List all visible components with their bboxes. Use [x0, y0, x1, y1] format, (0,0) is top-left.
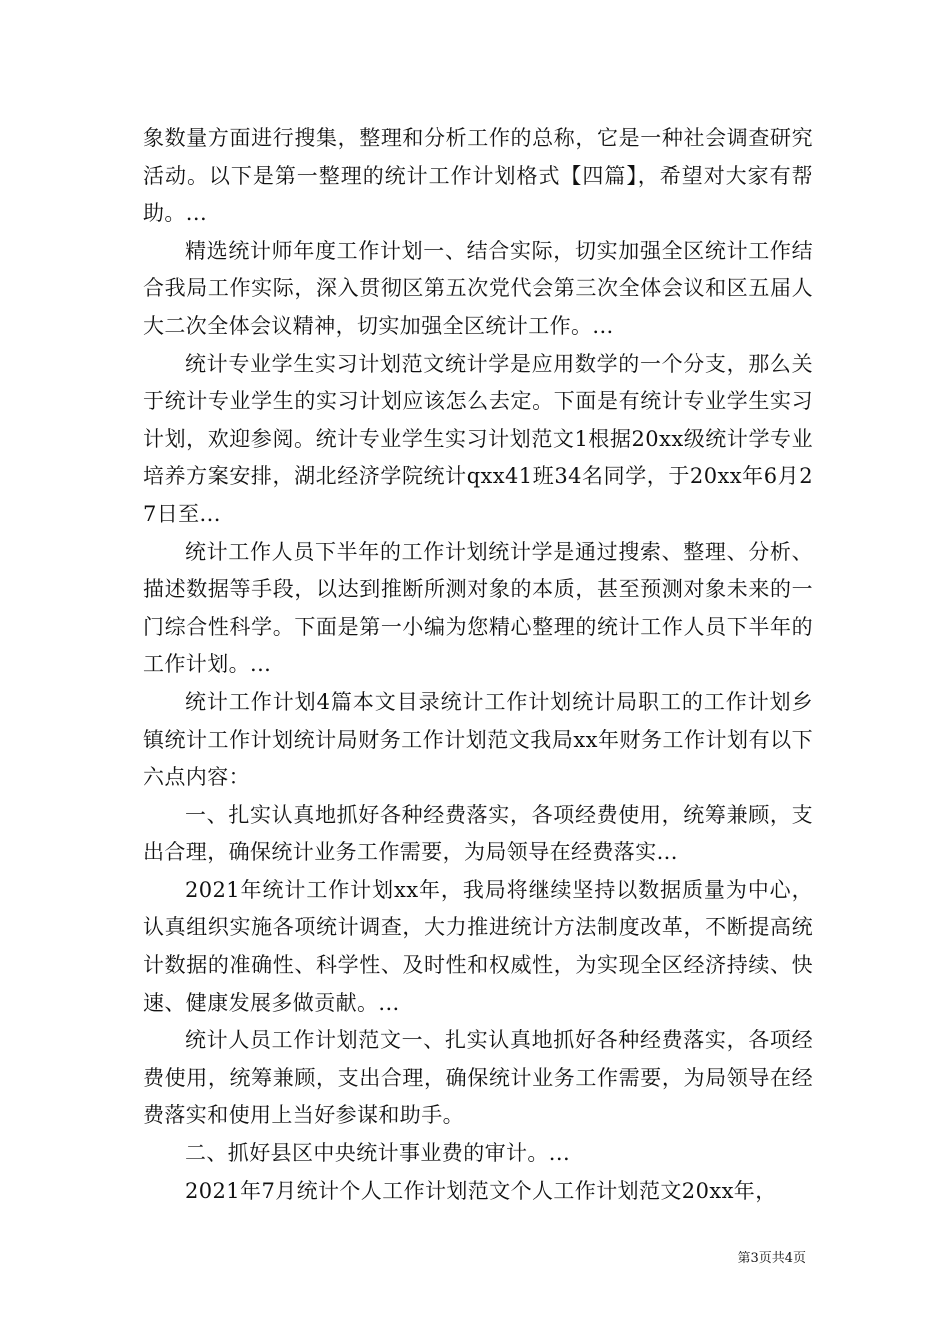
page-number: 第3页共4页 [737, 1251, 806, 1266]
paragraph-9: 二、抓好县区中央统计事业费的审计。... [185, 1141, 571, 1166]
paragraph-10: 2021年7月统计个人工作计划范文个人工作计划范文20xx年， [185, 1178, 777, 1203]
paragraph-4: 统计工作人员下半年的工作计划统计学是通过搜索、整理、分析、描述数据等手段，以达到推断所测对象的本质，甚至预测对象未来的一门综合性科学。下面是第一小编为您精心整理的统计工作人员下半年的工作计划。... [143, 539, 813, 677]
paragraph-6: 一、扎实认真地抓好各种经费落实，各项经费使用，统筹兼顾，支出合理，确保统计业务工作需要，为局领导在经费落实... [143, 802, 813, 865]
paragraph-5: 统计工作计划4篇本文目录统计工作计划统计局职工的工作计划乡镇统计工作计划统计局财务工作计划范文我局xx年财务工作计划有以下六点内容： [143, 689, 813, 790]
paragraph-2: 精选统计师年度工作计划一、结合实际，切实加强全区统计工作结合我局工作实际，深入贯彻区第五次党代会第三次全体会议和区五届人大二次全体会议精神，切实加强全区统计工作。... [143, 238, 813, 338]
document-body [143, 120, 813, 1210]
paragraph-7: 2021年统计工作计划xx年，我局将继续坚持以数据质量为中心，认真组织实施各项统计调查，大力推进统计方法制度改革，不断提高统计数据的准确性、科学性、及时性和权威性，为实现全区经济持续、快速、健康发展多做贡献。... [143, 877, 813, 1015]
paragraph-1: 象数量方面进行搜集，整理和分析工作的总称，它是一种社会调查研究活动。以下是第一整理的统计工作计划格式【四篇】，希望对大家有帮助。... [143, 126, 813, 226]
paragraph-3: 统计专业学生实习计划范文统计学是应用数学的一个分支，那么关于统计专业学生的实习计划应该怎么去定。下面是有统计专业学生实习计划，欢迎参阅。统计专业学生实习计划范文1根据20xx级统计学专业培养方案安排，湖北经济学院统计qxx41班34名同学，于20xx年6月27日至... [143, 351, 813, 526]
paragraph-8: 统计人员工作计划范文一、扎实认真地抓好各种经费落实，各项经费使用，统筹兼顾，支出合理，确保统计业务工作需要，为局领导在经费落实和使用上当好参谋和助手。 [143, 1028, 813, 1128]
